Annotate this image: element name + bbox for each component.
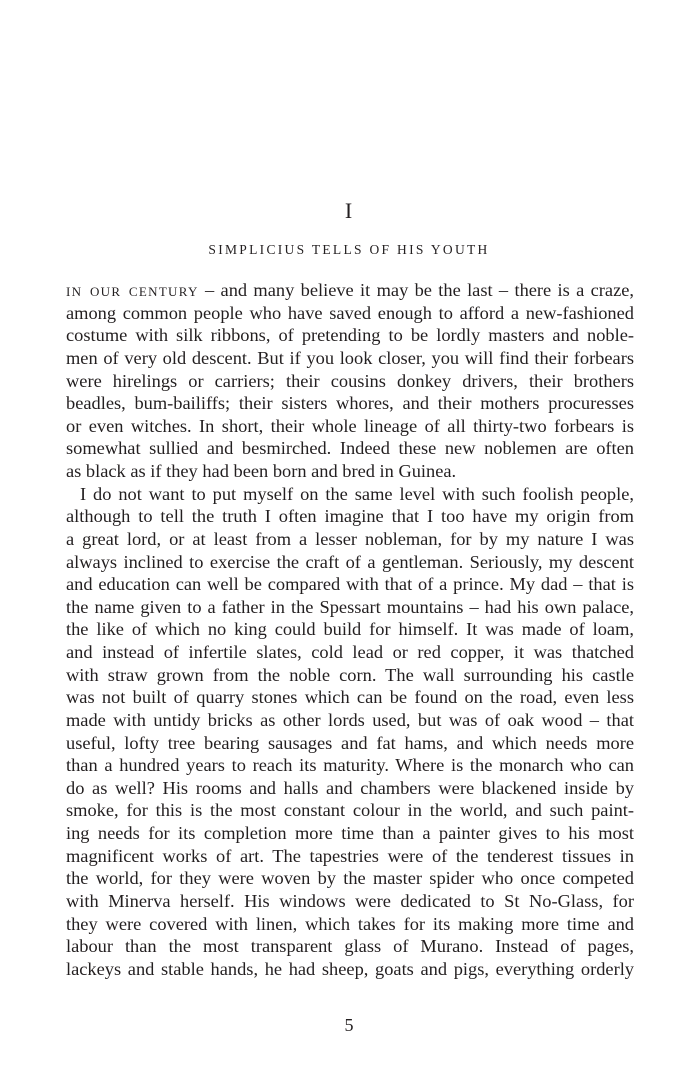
text-line: among common people who have saved enough to afford a new-fashioned <box>66 302 634 323</box>
text-line: always inclined to exercise the craft of a gentleman. Seriously, my descent <box>66 551 634 572</box>
text-line: smoke, for this is the most constant colour in the world, and such paint- <box>66 800 634 821</box>
text-line: costume with silk ribbons, of pretending to be lordly masters and noble- <box>66 325 634 346</box>
text-line: was not built of quarry stones which can be found on the road, even less <box>66 687 634 708</box>
text-line: were hirelings or carriers; their cousins donkey drivers, their brothers <box>66 370 634 391</box>
paragraph-2 <box>66 483 634 981</box>
text-line: with straw grown from the noble corn. The wall surrounding his castle <box>66 664 634 685</box>
text-line: men of very old descent. But if you look closer, you will find their forbears <box>66 347 634 368</box>
text-line: I do not want to put myself on the same level with such foolish people, <box>80 483 634 504</box>
text-line: or even witches. In short, their whole lineage of all thirty-two forbears is <box>66 415 634 436</box>
text-line: and instead of infertile slates, cold lead or red copper, it was thatched <box>66 642 634 662</box>
text-line: and education can well be compared with that of a prince. My dad – that is <box>66 574 634 595</box>
text-line: lackeys and stable hands, he had sheep, goats and pigs, everything orderly <box>66 958 634 979</box>
text-line <box>66 279 634 302</box>
text-line: labour than the most transparent glass of Murano. Instead of pages, <box>66 936 634 957</box>
text-line: although to tell the truth I often imagine that I too have my origin from <box>66 506 634 527</box>
text-line: ing needs for its completion more time than a painter gives to his most <box>66 823 634 843</box>
text-line: with Minerva herself. His windows were dedicated to St No-Glass, for <box>66 890 634 911</box>
text-line: they were covered with linen, which takes for its making more time and <box>66 913 634 934</box>
text-fragment: – and many believe it may be the last – there is a craze, <box>198 280 634 300</box>
text-line: made with untidy bricks as other lords used, but was of oak wood – that <box>66 709 634 730</box>
page-number: 5 <box>344 1015 354 1035</box>
text-line: than a hundred years to reach its maturity. Where is the monarch who can <box>66 755 634 776</box>
text-line: the like of which no king could build for himself. It was made of loam, <box>66 619 634 640</box>
opening-smallcaps: in our century <box>66 280 199 300</box>
body-text <box>66 279 634 980</box>
text-line: useful, lofty tree bearing sausages and fat hams, and which needs more <box>66 732 634 753</box>
text-line: the name given to a father in the Spessart mountains – had his own palace, <box>66 596 634 617</box>
text-line: somewhat sullied and besmirched. Indeed these new noblemen are often <box>66 438 634 459</box>
text-line: do as well? His rooms and halls and chambers were blackened inside by <box>66 777 634 798</box>
chapter-title: SIMPLICIUS TELLS OF HIS YOUTH <box>208 242 490 257</box>
text-line: as black as if they had been born and bred in Guinea. <box>66 461 457 481</box>
text-line: magnificent works of art. The tapestries were of the tenderest tissues in <box>66 845 634 866</box>
paragraph-1 <box>66 279 634 483</box>
text-line: the world, for they were woven by the master spider who once competed <box>66 868 634 889</box>
text-line: a great lord, or at least from a lesser nobleman, for by my nature I was <box>66 528 634 549</box>
text-line: beadles, bum-bailiffs; their sisters whores, and their mothers procuresses <box>66 393 634 414</box>
chapter-number: I <box>344 198 354 223</box>
